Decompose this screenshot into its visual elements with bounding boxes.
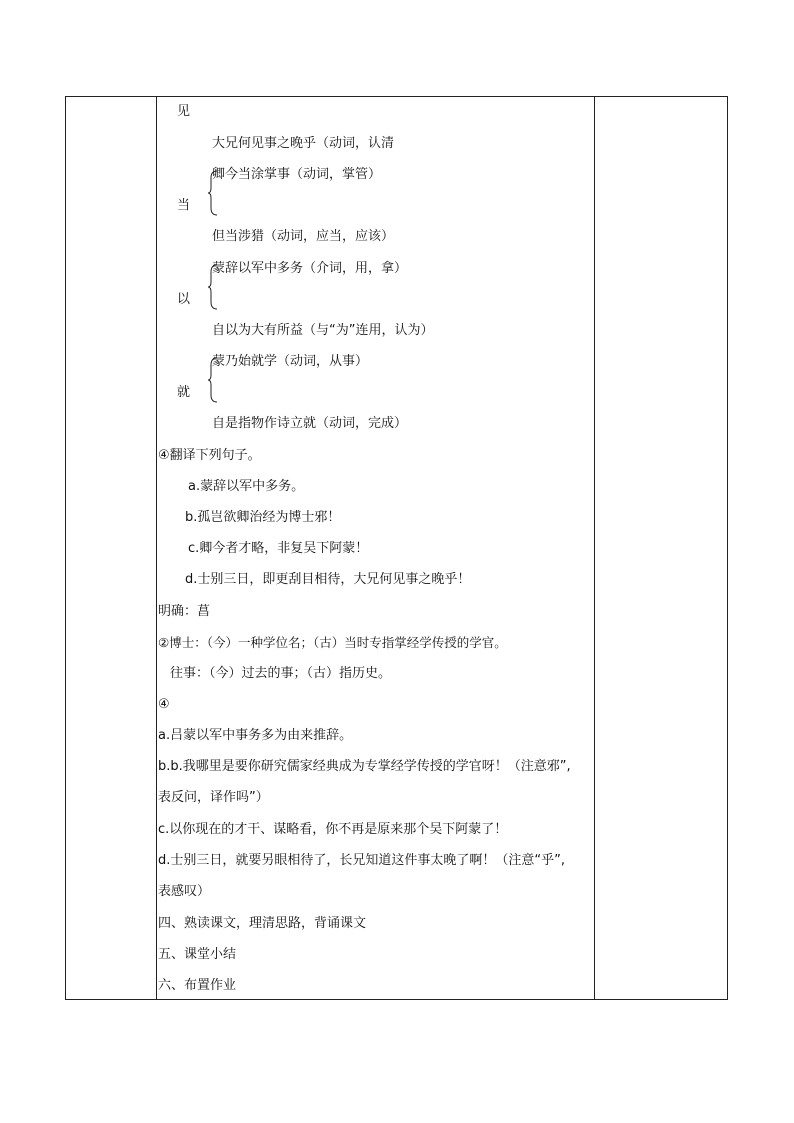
- answer-c: c.以你现在的才干、谋略看，你不再是原来那个吴下阿蒙了！: [158, 822, 508, 837]
- lesson-step: 六、布置作业: [158, 978, 237, 993]
- word-sense: 大兄何见事之晚乎（动词，认清: [212, 136, 395, 151]
- word-sense: 自是指物作诗立就（动词，完成）: [212, 416, 408, 431]
- lesson-step: 四、熟读课文，理清思路，背诵课文: [158, 916, 367, 931]
- translate-item: b.孤岂欲卿治经为博士邪！: [185, 510, 341, 525]
- word-sense: 蒙乃始就学（动词，从事）: [212, 354, 369, 369]
- answer-num: ④: [158, 697, 170, 712]
- answer-wangshi: 往事：（今）过去的事；（古）指历史。: [170, 666, 392, 681]
- word-sense: 自以为大有所益（与“为”连用，认为）: [212, 323, 434, 338]
- answer-a: a.吕蒙以军中事务多为由来推辞。: [158, 728, 353, 743]
- table-column-divider: [594, 96, 595, 1000]
- word-char: 当: [177, 198, 191, 213]
- answer-label: 明确：菖: [158, 604, 211, 619]
- answer-b: b.b.我哪里是要你研究儒家经典成为专掌经学传授的学官呀！（注意邪”,: [158, 759, 571, 774]
- brace-icon: [207, 264, 219, 310]
- translate-item: a.蒙辞以军中多务。: [188, 479, 305, 494]
- answer-b: 表反问，译作吗”）: [158, 790, 269, 805]
- translate-heading: ④翻译下列句子。: [158, 448, 261, 463]
- translate-item: c.卿今者才略，非复吴下阿蒙！: [188, 541, 369, 556]
- word-sense: 卿今当涂掌事（动词，掌管）: [212, 167, 382, 182]
- translate-item: d.士别三日，即更刮目相待，大兄何见事之晚乎！: [185, 572, 471, 587]
- brace-icon: [207, 357, 219, 403]
- brace-icon: [207, 170, 219, 216]
- word-char: 以: [177, 292, 191, 307]
- answer-d: d.士别三日，就要另眼相待了，长兄知道这件事太晚了啊！（注意“乎”,: [158, 853, 565, 868]
- answer-boshi: ②博士：（今）一种学位名；（古）当时专指掌经学传授的学官。: [158, 635, 507, 650]
- word-sense: 但当涉猎（动词，应当，应该）: [212, 229, 395, 244]
- answer-d: 表感叹）: [158, 884, 211, 899]
- word-sense: 蒙辞以军中多务（介词，用，拿）: [212, 261, 408, 276]
- word-char: 就: [177, 385, 191, 400]
- lesson-step: 五、课堂小结: [158, 947, 237, 962]
- word-char: 见: [177, 104, 191, 119]
- table-column-divider: [156, 96, 157, 1000]
